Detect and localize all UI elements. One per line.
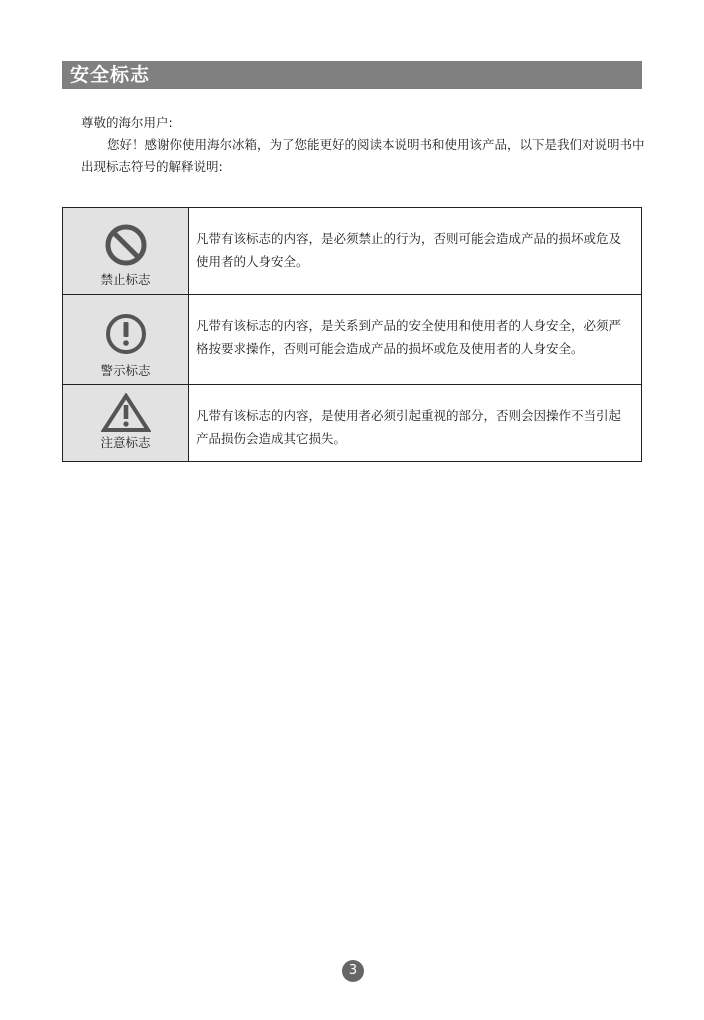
sign-table [62,207,642,462]
greeting: 尊敬的海尔用户: [81,115,173,130]
sign-description: 凡带有该标志的内容，是关系到产品的安全使用和使用者的人身安全，必须严格按要求操作，否则可能会造成产品的损坏或危及使用者的人身安全。 [196,318,622,356]
page-number-badge: 3 [342,960,364,982]
sign-row-caution [63,385,642,462]
sign-description-cell [189,385,642,462]
prohibition-icon [103,222,149,268]
sign-icon-cell [63,385,189,462]
sign-label: 注意标志 [100,435,151,450]
sign-description: 凡带有该标志的内容，是使用者必须引起重视的部分，否则会因操作不当引起产品损伤会造成其它损失。 [196,408,622,446]
sign-description: 凡带有该标志的内容，是必须禁止的行为，否则可能会造成产品的损坏或危及使用者的人身安全。 [196,231,622,269]
intro-text [81,112,646,178]
sign-description-cell [189,295,642,385]
sign-row-prohibition [63,208,642,295]
sign-icon-cell [63,295,189,385]
sign-description-cell [189,208,642,295]
sign-row-warning [63,295,642,385]
intro-body: 您好！感谢你使用海尔冰箱，为了您能更好的阅读本说明书和使用该产品，以下是我们对说明书中出现标志符号的解释说明: [81,137,645,174]
sign-label: 禁止标志 [100,272,151,287]
sign-icon-cell [63,208,189,295]
section-title: 安全标志 [62,61,642,89]
warning-circle-icon [103,311,149,357]
sign-label: 警示标志 [100,363,151,378]
caution-triangle-icon [101,393,151,433]
